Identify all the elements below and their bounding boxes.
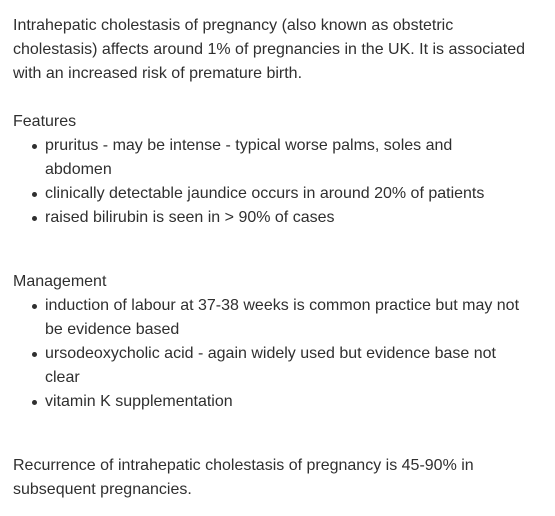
list-item: raised bilirubin is seen in > 90% of cases [45, 206, 542, 230]
features-list [13, 134, 542, 230]
list-item: vitamin K supplementation [45, 390, 542, 414]
features-heading: Features [13, 113, 77, 130]
intro-paragraph: Intrahepatic cholestasis of pregnancy (also known as obstetric cholestasis) affects around 1% of pregnancies in the UK. It is associated with an increased risk of premature birth. [13, 17, 525, 82]
list-item: ursodeoxycholic acid - again widely used but evidence base not clear [45, 342, 542, 390]
recurrence-paragraph: Recurrence of intrahepatic cholestasis of pregnancy is 45-90% in subsequent pregnancies. [13, 457, 474, 498]
management-heading: Management [13, 273, 107, 290]
list-item: induction of labour at 37-38 weeks is common practice but may not be evidence based [45, 294, 542, 342]
list-item: clinically detectable jaundice occurs in around 20% of patients [45, 182, 542, 206]
management-list [13, 294, 542, 414]
list-item: pruritus - may be intense - typical worse palms, soles and abdomen [45, 134, 542, 182]
